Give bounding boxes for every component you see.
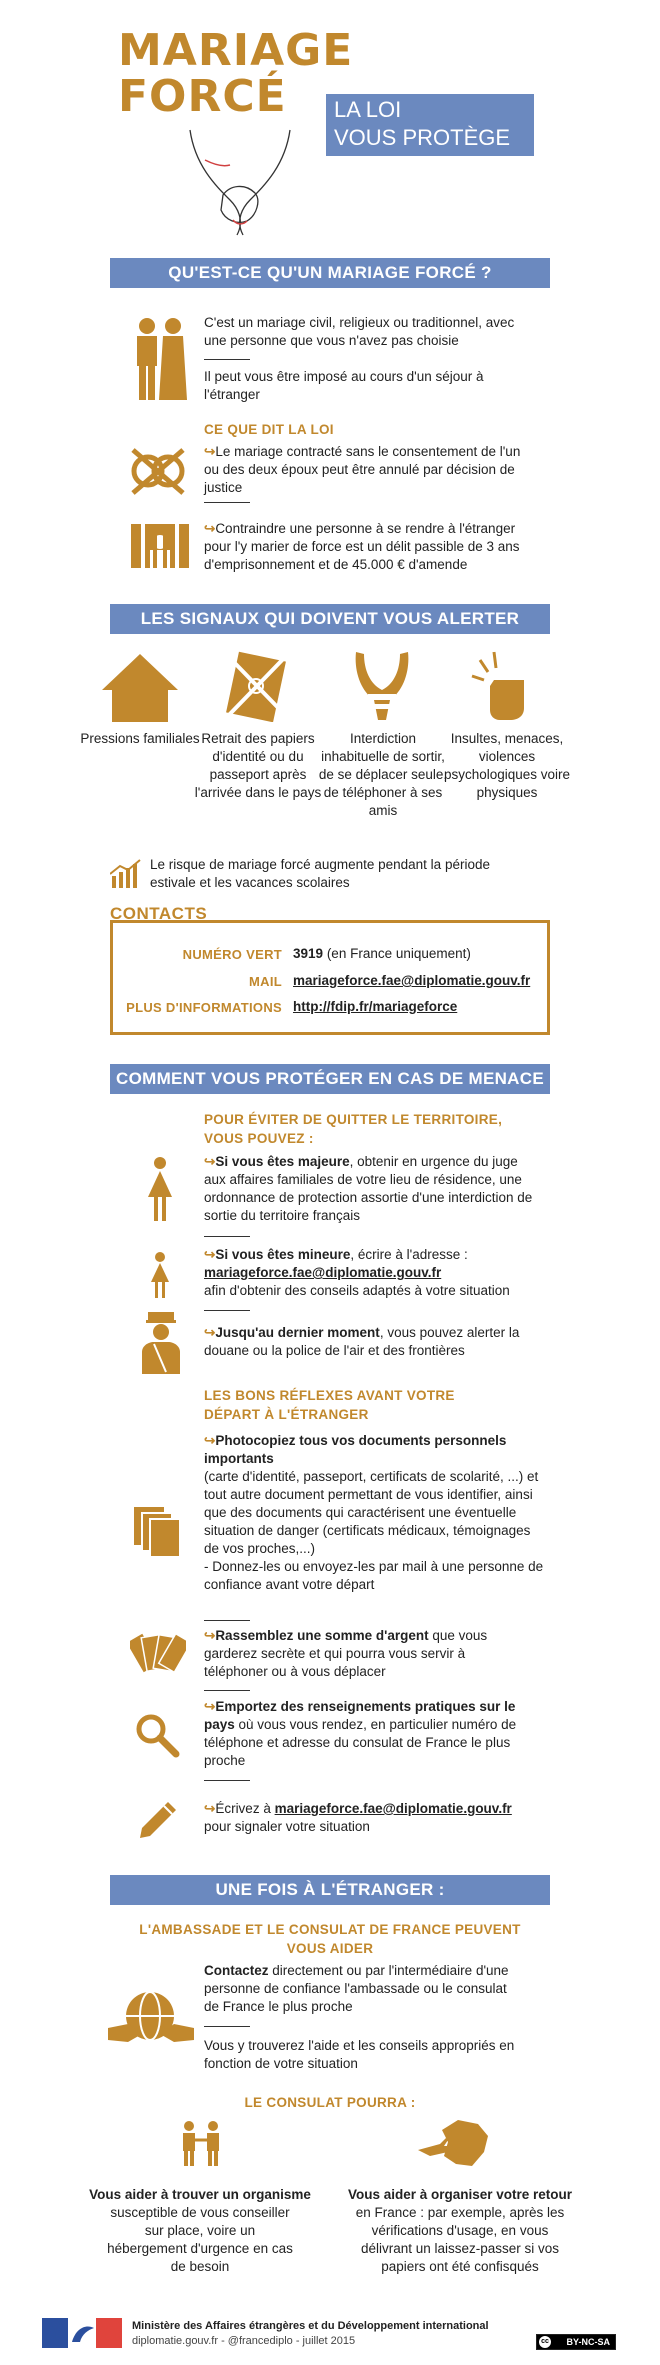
banner-signals: LES SIGNAUX QUI DOIVENT VOUS ALERTER xyxy=(110,604,550,634)
arrow-icon: ↪ xyxy=(204,1154,216,1169)
tagline-line2: VOUS PROTÈGE xyxy=(334,125,511,150)
right-body: en France : par exemple, après les vérifications d'usage, en vous délivrant un laissez-passer si vos papiers ont été confisqués xyxy=(355,2205,565,2274)
ministry-name: Ministère des Affaires étrangères et du Développement international xyxy=(132,2320,489,2332)
left-bold: Vous aider à trouver un organisme xyxy=(89,2187,311,2202)
help-body: Vous y trouverez l'aide et les conseils appropriés en fonction de votre situation xyxy=(204,2038,515,2071)
green-number-note: (en France uniquement) xyxy=(326,946,471,961)
green-number-label: NUMÉRO VERT xyxy=(182,947,282,962)
write-text xyxy=(204,1800,534,1836)
minor-body2: afin d'obtenir des conseils adaptés à votre situation xyxy=(204,1283,510,1298)
info-bold: Emportez des renseignements pratiques sur le pays xyxy=(204,1699,516,1732)
arrow-icon: ↪ xyxy=(204,1325,216,1340)
house-icon xyxy=(100,652,180,722)
signal-restriction: Interdiction inhabituelle de sortir, de se déplacer seule, de téléphoner à ses amis xyxy=(318,731,448,818)
consulate-heading: LE CONSULAT POURRA : xyxy=(244,2095,416,2110)
tagline xyxy=(326,94,534,156)
tied-hands-icon xyxy=(350,650,414,722)
license-text: BY-NC-SA xyxy=(566,2337,610,2347)
write-prefix: Écrivez à xyxy=(215,1801,275,1816)
magnifier-icon xyxy=(134,1712,180,1758)
tagline-line1: LA LOI xyxy=(334,97,402,122)
arrow-icon: ↪ xyxy=(204,1628,216,1643)
contact-body: directement ou par l'intermédiaire d'une personne de confiance l'ambassade ou le consulat de France le plus proche xyxy=(204,1963,509,2014)
rising-chart-icon xyxy=(110,858,142,888)
pencil-icon xyxy=(138,1800,178,1840)
minor-bold: Si vous êtes mineure xyxy=(215,1247,351,1262)
money-text xyxy=(204,1627,524,1681)
holding-hands-illustration xyxy=(175,125,305,245)
adult-text xyxy=(204,1153,534,1225)
girl-icon xyxy=(150,1252,170,1298)
money-icon xyxy=(130,1628,186,1676)
banner-protect: COMMENT VOUS PROTÉGER EN CAS DE MENACE xyxy=(110,1064,550,1094)
embassy-text xyxy=(204,1962,524,2073)
definition-para2: Il peut vous être imposé au cours d'un séjour à l'étranger xyxy=(204,369,484,402)
divider xyxy=(204,359,250,360)
footer-text xyxy=(132,2319,489,2349)
wedding-couple-icon xyxy=(133,316,187,402)
france-map-plane-icon xyxy=(418,2116,498,2170)
banner-abroad: UNE FOIS À L'ÉTRANGER : xyxy=(110,1875,550,1905)
more-info-link[interactable]: http://fdip.fr/mariageforce xyxy=(293,999,458,1014)
main-title xyxy=(118,25,354,122)
arrow-icon: ↪ xyxy=(204,1433,216,1448)
left-body: susceptible de vous conseiller sur place, voire un hébergement d'urgence en cas de besoin xyxy=(107,2205,293,2274)
signal-papers-removed: Retrait des papiers d'identité ou du passeport après l'arrivée dans le pays xyxy=(194,731,322,800)
embassy-heading: L'AMBASSADE ET LE CONSULAT DE FRANCE PEUVENT VOUS AIDER xyxy=(139,1922,521,1956)
documents-icon xyxy=(134,1507,180,1557)
arrow-icon: ↪ xyxy=(204,444,216,459)
arrow-icon: ↪ xyxy=(204,1247,216,1262)
law2: Contraindre une personne à se rendre à l'étranger pour l'y marier de force est un délit passible de 3 ans d'emprisonnement et de 45.000 € d'amende xyxy=(204,521,520,572)
signal-violence: Insultes, menaces, violences psychologiques voire physiques xyxy=(443,731,571,800)
divider xyxy=(204,1620,250,1621)
cc-license-badge xyxy=(536,2334,616,2350)
last-moment-body: , vous pouvez alerter la douane ou la police de l'air et des frontières xyxy=(204,1325,520,1358)
title-line1: MARIAGE xyxy=(118,25,354,76)
info-text xyxy=(204,1698,524,1770)
woman-icon xyxy=(146,1157,174,1221)
photocopy-body: (carte d'identité, passeport, certificats de scolarité, ...) et tout autre document permettant de vous identifier, ainsi que des documents qui caractérisent une éventuelle situation de danger (certificats médicaux, témoignages de vos proches,...) xyxy=(204,1469,539,1556)
minor-mail-link[interactable]: mariageforce.fae@diplomatie.gouv.fr xyxy=(204,1265,442,1280)
info-body: où vous vous rendez, en particulier numéro de téléphone et adresse du consulat de France le plus proche xyxy=(204,1717,517,1768)
mail-link[interactable]: mariageforce.fae@diplomatie.gouv.fr xyxy=(293,973,531,988)
title-line2: FORCÉ xyxy=(118,71,287,122)
divider xyxy=(204,2026,250,2027)
contacts-box xyxy=(110,920,550,1035)
law1-text xyxy=(204,443,524,497)
fist-icon xyxy=(470,650,540,722)
consulate-right xyxy=(340,2186,580,2276)
definition-para1: C'est un mariage civil, religieux ou traditionnel, avec une personne que vous n'avez pas choisie xyxy=(204,315,515,348)
photocopy-bold: Photocopiez tous vos documents personnels importants xyxy=(204,1433,507,1466)
law-heading: CE QUE DIT LA LOI xyxy=(204,422,334,437)
avoid-leaving-heading: POUR ÉVITER DE QUITTER LE TERRITOIRE, VOUS POUVEZ : xyxy=(204,1112,503,1146)
right-bold: Vous aider à organiser votre retour xyxy=(347,2187,573,2202)
two-people-icon xyxy=(178,2120,224,2166)
green-number-value xyxy=(293,946,471,961)
green-number[interactable]: 3919 xyxy=(293,946,324,961)
law2-text xyxy=(204,520,534,574)
write-mail-link[interactable]: mariageforce.fae@diplomatie.gouv.fr xyxy=(274,1801,512,1816)
money-bold: Rassemblez une somme d'argent xyxy=(215,1628,429,1643)
contact-bold: Contactez xyxy=(204,1963,269,1978)
photocopy-text xyxy=(204,1432,544,1594)
money-body: que vous garderez secrète et qui pourra vous servir à téléphoner ou à vous déplacer xyxy=(204,1628,488,1679)
minor-body: , écrire à l'adresse : xyxy=(350,1247,468,1262)
last-moment-bold: Jusqu'au dernier moment xyxy=(215,1325,380,1340)
contacts-heading: CONTACTS xyxy=(110,904,208,923)
divider xyxy=(204,1690,250,1691)
border-officer-icon xyxy=(140,1312,182,1374)
divider xyxy=(204,1780,250,1781)
arrow-icon: ↪ xyxy=(204,1801,216,1816)
definition-text xyxy=(204,314,524,404)
arrow-icon: ↪ xyxy=(204,1699,216,1714)
divider xyxy=(204,502,250,503)
divider xyxy=(204,1236,250,1237)
law1: Le mariage contracté sans le consentement de l'un ou des deux époux peut être annulé par décision de justice xyxy=(204,444,521,495)
marianne-logo xyxy=(42,2318,122,2348)
prison-bars-icon xyxy=(131,524,189,568)
adult-body: , obtenir en urgence du juge aux affaires familiales de votre lieu de résidence, une ordonnance de protection assortie d'une interdiction de sortie du territoire français xyxy=(204,1154,533,1223)
footer-credits: diplomatie.gouv.fr - @francediplo - juillet 2015 xyxy=(132,2335,356,2347)
adult-bold: Si vous êtes majeure xyxy=(215,1154,350,1169)
torn-passport-icon xyxy=(222,650,292,722)
photocopy-body2: - Donnez-les ou envoyez-les par mail à une personne de confiance avant votre départ xyxy=(204,1559,544,1592)
mail-label: MAIL xyxy=(249,974,282,989)
signal-family-pressure: Pressions familiales xyxy=(80,731,200,746)
divider xyxy=(204,1310,250,1311)
more-info-label: PLUS D'INFORMATIONS xyxy=(126,1000,282,1015)
consulate-left xyxy=(80,2186,320,2276)
cc-icon: cc xyxy=(539,2336,551,2348)
last-moment-text xyxy=(204,1324,534,1360)
banner-what-is: QU'EST-CE QU'UN MARIAGE FORCÉ ? xyxy=(110,258,550,288)
risk-text: Le risque de mariage forcé augmente pendant la période estivale et les vacances scolaires xyxy=(150,857,490,890)
globe-handshake-icon xyxy=(108,1988,194,2046)
write-body: pour signaler votre situation xyxy=(204,1819,370,1834)
broken-rings-icon xyxy=(128,445,188,495)
minor-text xyxy=(204,1246,534,1300)
good-habits-heading: LES BONS RÉFLEXES AVANT VOTRE DÉPART À L'ÉTRANGER xyxy=(204,1388,455,1422)
arrow-icon: ↪ xyxy=(204,521,216,536)
